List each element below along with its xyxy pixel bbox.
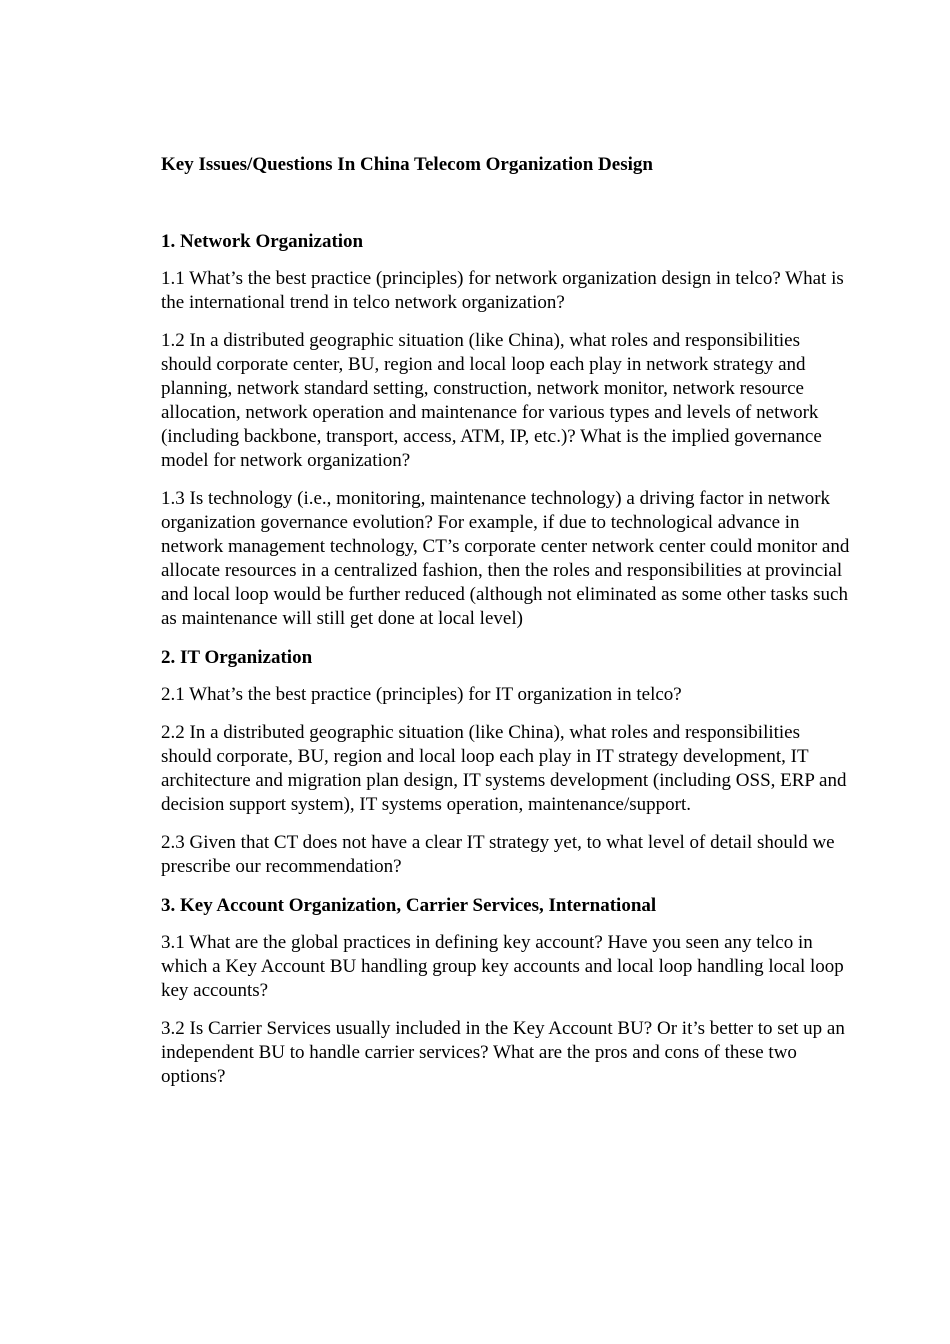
paragraph-1-2: 1.2 In a distributed geographic situation (like China), what roles and responsibilities should corporate center, BU, region and local loop each play in network strategy and planning, network standard setting, construction, network monitor, network resource allocation, network operation and maintenance for various types and levels of network (including backbone, transport, access, ATM, IP, etc.)? What is the implied governance model for network organization? (161, 330, 822, 471)
section-heading-key-account-organization: 3. Key Account Organization, Carrier Services, International (161, 895, 657, 916)
document-title: Key Issues/Questions In China Telecom Organization Design (161, 154, 653, 175)
section-heading-network-organization: 1. Network Organization (161, 231, 364, 252)
paragraph-1-3: 1.3 Is technology (i.e., monitoring, maintenance technology) a driving factor in network organization governance evolution? For example, if due to technological advance in network management technology, CT’s corporate center network center could monitor and allocate resources in a centralized fashion, then the roles and responsibilities at provincial and local loop would be further reduced (although not eliminated as some other tasks such as maintenance will still get done at local level) (161, 488, 850, 629)
document-page (161, 152, 851, 1103)
paragraph-3-1: 3.1 What are the global practices in defining key account? Have you seen any telco in which a Key Account BU handling group key accounts and local loop handling local loop key accounts? (161, 932, 844, 1001)
paragraph-2-1: 2.1 What’s the best practice (principles) for IT organization in telco? (161, 684, 682, 705)
section-heading-it-organization: 2. IT Organization (161, 647, 313, 668)
paragraph-3-2: 3.2 Is Carrier Services usually included in the Key Account BU? Or it’s better to set up an independent BU to handle carrier services? What are the pros and cons of these two options? (161, 1018, 845, 1087)
paragraph-1-1: 1.1 What’s the best practice (principles) for network organization design in telco? What is the international trend in telco network organization? (161, 268, 844, 313)
paragraph-2-3: 2.3 Given that CT does not have a clear IT strategy yet, to what level of detail should we prescribe our recommendation? (161, 832, 835, 877)
paragraph-2-2: 2.2 In a distributed geographic situation (like China), what roles and responsibilities should corporate, BU, region and local loop each play in IT strategy development, IT architecture and migration plan design, IT systems development (including OSS, ERP and decision support system), IT systems operation, maintenance/support. (161, 722, 847, 815)
